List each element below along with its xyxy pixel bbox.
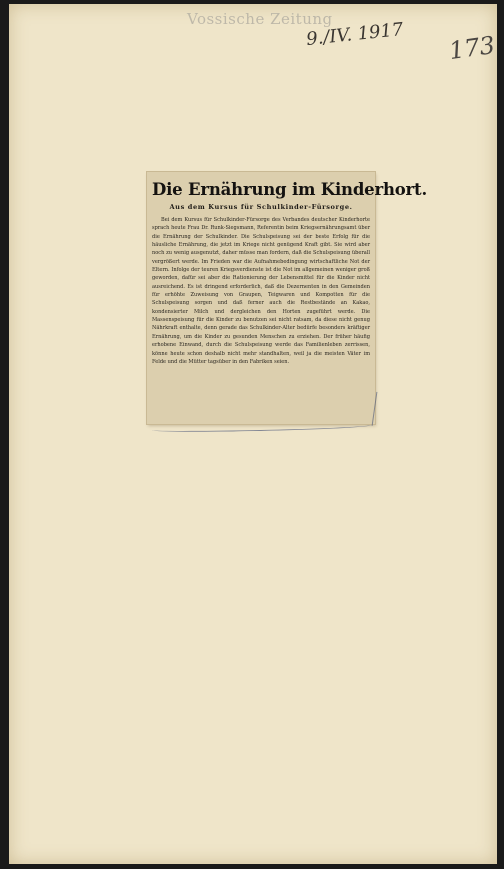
handwritten-date: 9./IV. 1917: [305, 18, 405, 51]
article-body: Bei dem Kursus für Schulkinder-Fürsorge des Verbandes deutscher Kinderhorte sprach heute Frau Dr. Runk-Siegsmann, Referentin beim Kriegsernährungsamt über die Ernährung der Schulkinder. Die Schulspeisung sei der beste Erfolg für die häusliche Ernährung, die jetzt im Kriege nicht genügend Kraft gibt. Sie wird aber noch zu wenig ausgenutzt, daher müsse man fordern, daß die Schulspeisung überall vergrößert werde. Im Frieden war die Aufnahmebedingung wirtschaftliche Not der Eltern. Infolge der teuren Kriegsverdienste ist die Not im allgemeinen weniger groß geworden, dafür sei aber die Rationierung der Lebensmittel für die Kinder nicht ausreichend. Es ist dringend erforderlich, daß die Dezernenten in den Gemeinden für erhöhte Zuweisung von Graupen, Teigwaren und Kompotten für die Schulspeisung sorgen und daß ferner auch die Restbestände an Kakao, kondensierter Milch und dergleichen den Horten zugeführt werde. Die Massenspeisung für die Kinder zu benutzen sei nicht ratsam, da diese nicht genug Nährkraft enthalte, denn gerade das Schulkinder-Alter bedürfe besonders kräftiger Ernährung, um die Kinder zu gesunden Menschen zu erziehen. Der früher häufig erhobene Einwand, durch die Schulspeisung werde das Familienleben zerrissen, könne heute schon deshalb nicht mehr standhalten, weil ja die meisten Väter im Felde und die Mütter tagsüber in den Fabriken seien.: [152, 217, 370, 365]
folio-number: 173: [447, 30, 497, 66]
article-headline: Die Ernährung im Kinderhort.: [152, 180, 428, 199]
article-subheadline: Aus dem Kursus für Schulkinder-Fürsorge.: [169, 203, 353, 211]
newspaper-clipping: [147, 172, 428, 424]
newspaper-stamp: Vossische Zeitung: [187, 10, 333, 28]
archive-sheet: [9, 4, 497, 864]
